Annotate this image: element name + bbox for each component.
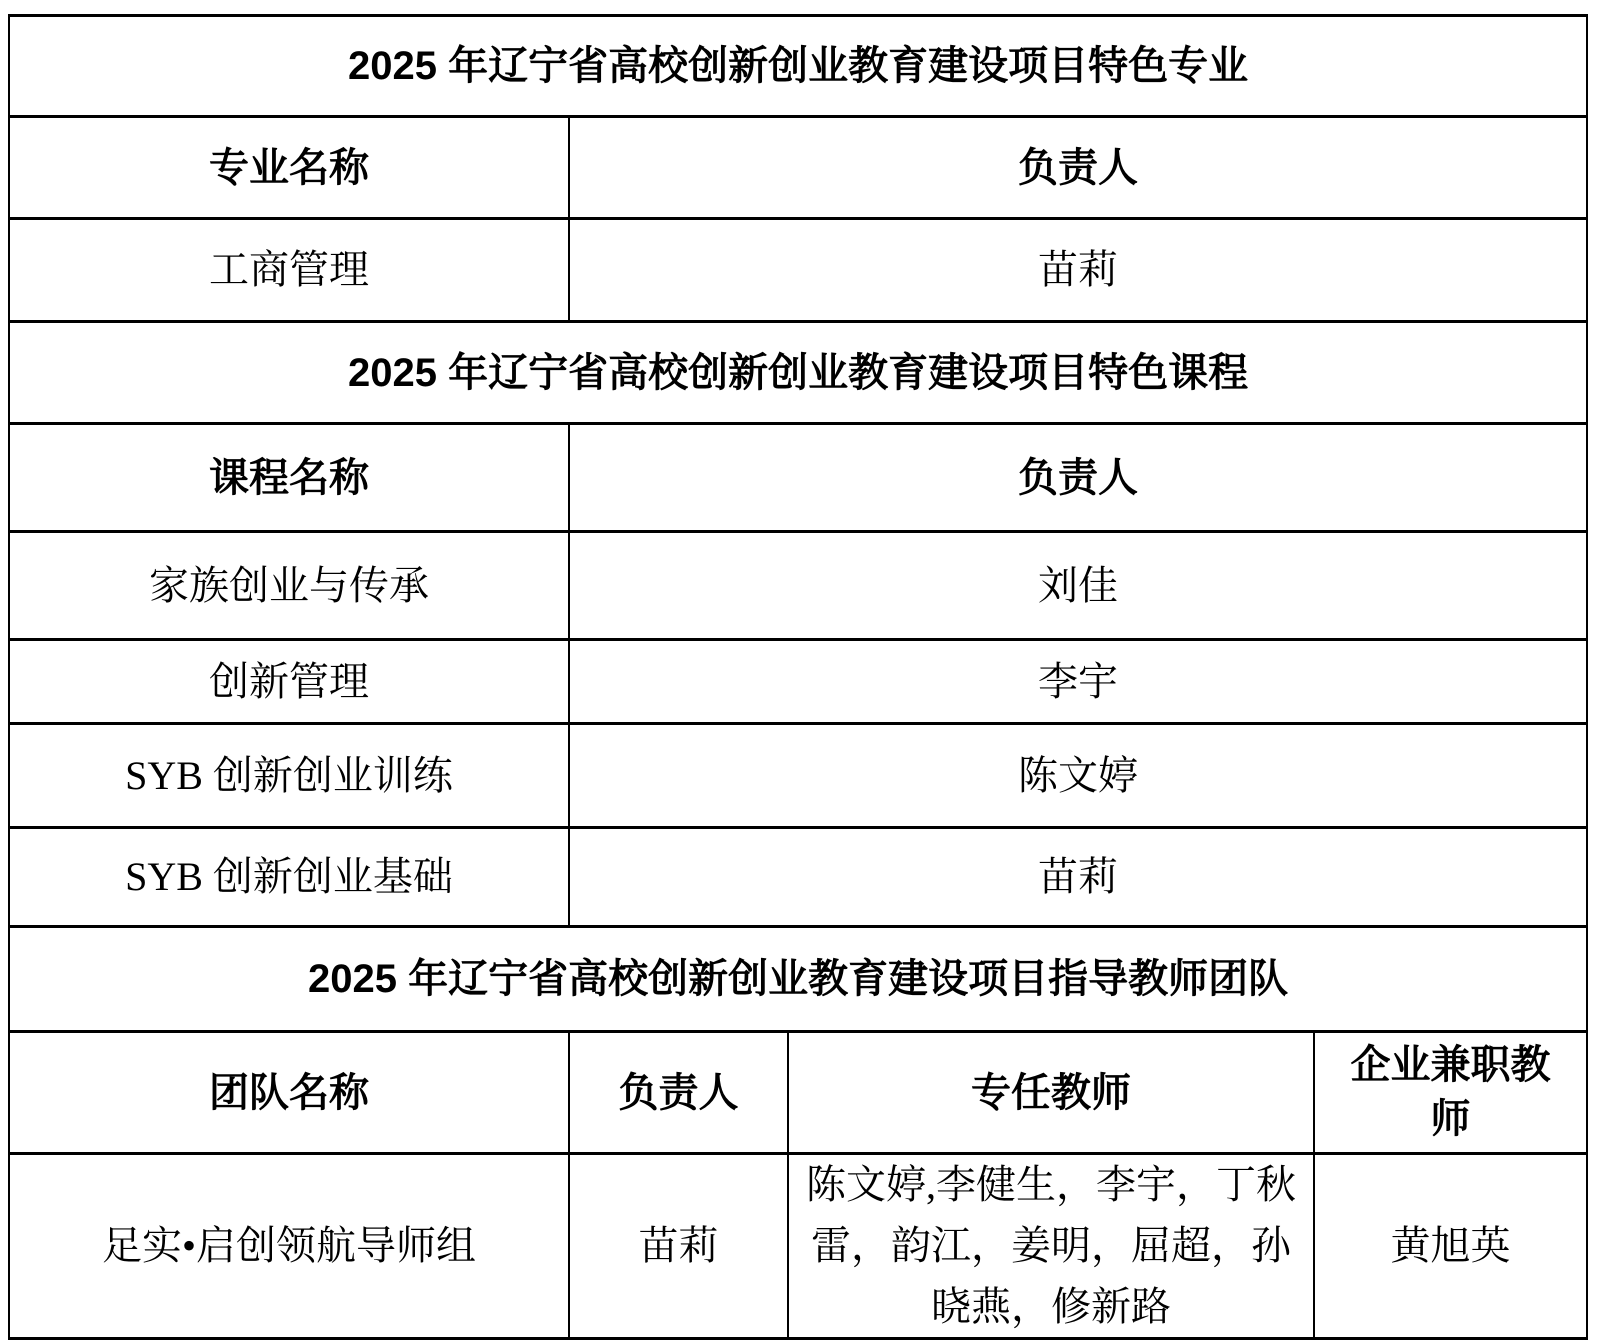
team-leader-cell: 苗莉 — [569, 1154, 788, 1339]
section3-header-fulltime-teachers: 专任教师 — [788, 1032, 1314, 1154]
course-name-cell: 家族创业与传承 — [9, 532, 569, 640]
table-row-section1-title — [9, 16, 1587, 117]
section1-header-major-name: 专业名称 — [9, 117, 569, 219]
section2-header-course-name: 课程名称 — [9, 424, 569, 532]
section1-header-leader: 负责人 — [569, 117, 1587, 219]
projects-table — [8, 14, 1588, 1340]
table-row-course-syb-basics — [9, 828, 1587, 927]
team-fulltime-teachers-cell: 陈文婷,李健生，李宇，丁秋雷，韵江，姜明，屈超，孙晓燕，修新路 — [788, 1154, 1314, 1339]
team-name-cell: 足实•启创领航导师组 — [9, 1154, 569, 1339]
table-row-section3-header — [9, 1032, 1587, 1154]
table-row-section2-title — [9, 322, 1587, 424]
course-leader-cell: 陈文婷 — [569, 724, 1587, 828]
major-leader-cell: 苗莉 — [569, 219, 1587, 322]
section3-header-leader: 负责人 — [569, 1032, 788, 1154]
section2-header-leader: 负责人 — [569, 424, 1587, 532]
table-row-team-zushi-qichuang — [9, 1154, 1587, 1339]
table-row-course-innovation-management — [9, 640, 1587, 724]
course-leader-cell: 李宇 — [569, 640, 1587, 724]
section3-title: 2025 年辽宁省高校创新创业教育建设项目指导教师团队 — [9, 927, 1587, 1032]
table-row-course-syb-training — [9, 724, 1587, 828]
table-row-section1-header — [9, 117, 1587, 219]
table-row-course-family-entrepreneurship — [9, 532, 1587, 640]
course-leader-cell: 苗莉 — [569, 828, 1587, 927]
section1-title: 2025 年辽宁省高校创新创业教育建设项目特色专业 — [9, 16, 1587, 117]
course-name-cell: SYB 创新创业训练 — [9, 724, 569, 828]
section3-header-parttime-teachers-label: 企业兼职教师 — [1350, 1042, 1551, 1141]
course-name-cell: 创新管理 — [9, 640, 569, 724]
table-row-section3-title — [9, 927, 1587, 1032]
course-leader-cell: 刘佳 — [569, 532, 1587, 640]
team-parttime-teacher-cell: 黄旭英 — [1314, 1154, 1587, 1339]
major-name-cell: 工商管理 — [9, 219, 569, 322]
section3-header-team-name: 团队名称 — [9, 1032, 569, 1154]
section2-title: 2025 年辽宁省高校创新创业教育建设项目特色课程 — [9, 322, 1587, 424]
course-name-cell: SYB 创新创业基础 — [9, 828, 569, 927]
section3-header-parttime-teachers — [1314, 1032, 1587, 1154]
table-row-major-business-admin — [9, 219, 1587, 322]
table-row-section2-header — [9, 424, 1587, 532]
